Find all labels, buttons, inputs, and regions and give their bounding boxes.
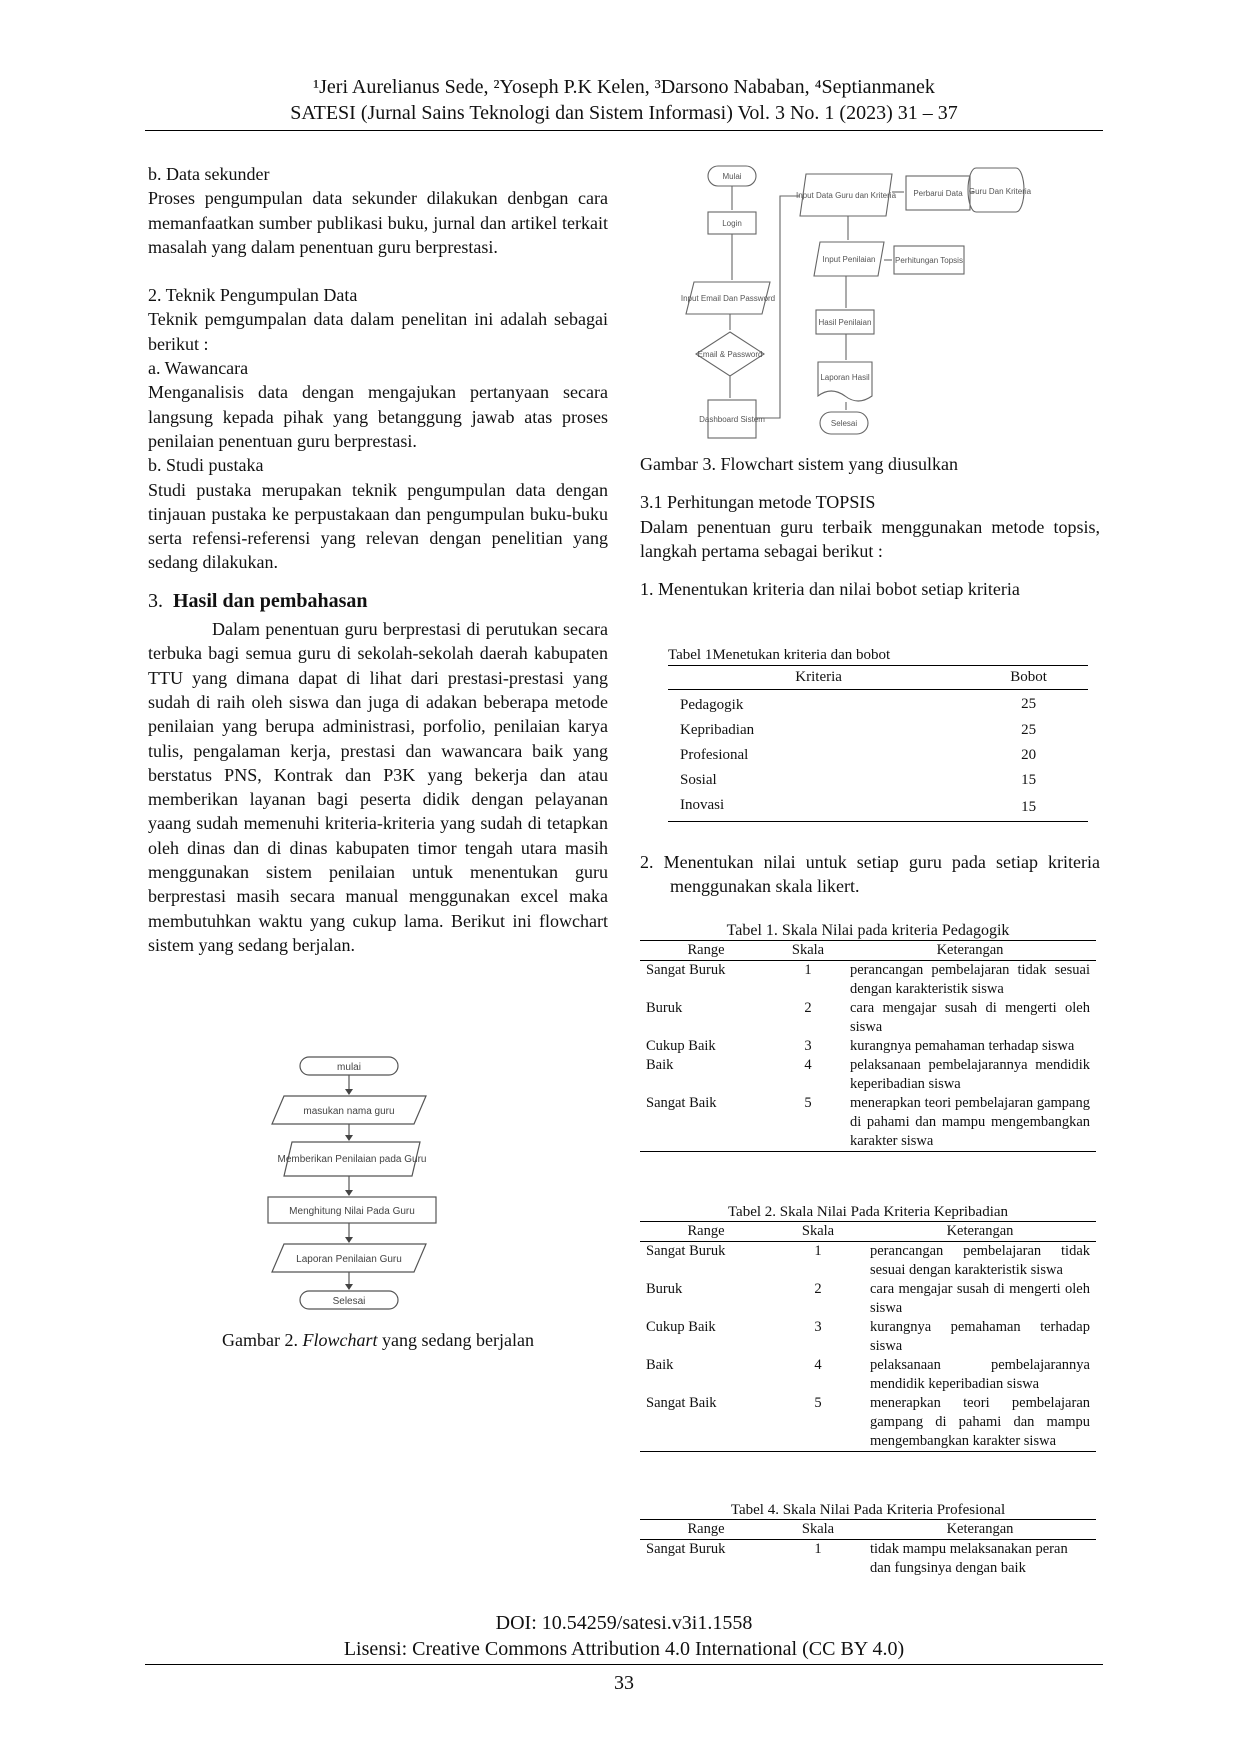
- table-cell: Kepribadian: [680, 722, 755, 738]
- flowchart-diagram: [262, 1054, 486, 1316]
- table-header: Keterangan: [936, 942, 1004, 958]
- flow-label: Mulai: [722, 172, 742, 181]
- table-cell: 3: [814, 1319, 822, 1335]
- table-caption: Tabel 1. Skala Nilai pada kriteria Pedagogik: [726, 922, 1010, 939]
- list-item: 2. Menentukan nilai untuk setiap guru pada setiap kriteria menggunakan skala likert.: [640, 852, 1100, 897]
- table-caption: Tabel 4. Skala Nilai Pada Kriteria Profesional: [730, 1502, 1006, 1518]
- table-header: Range: [687, 1521, 725, 1537]
- table-header: Keterangan: [946, 1223, 1014, 1239]
- table-cell: Inovasi: [680, 797, 725, 813]
- running-header: [145, 74, 1103, 126]
- table-cell: Buruk: [646, 1281, 683, 1297]
- table-cell: pelaksanaan pembelajarannya mendidik keperibadian siswa: [850, 1057, 1090, 1092]
- flow-label: mulai: [337, 1062, 361, 1073]
- table-cell: pelaksanaan pembelajarannya mendidik keperibadian siswa: [870, 1357, 1090, 1392]
- table-cell: 2: [804, 1000, 812, 1016]
- table-cell: 1: [804, 962, 812, 978]
- table-header: Keterangan: [946, 1521, 1014, 1537]
- flow-label: Menghitung Nilai Pada Guru: [289, 1206, 415, 1217]
- table-row: [640, 1094, 1096, 1152]
- table-header: Kriteria: [795, 669, 842, 685]
- table-row: [668, 743, 1088, 768]
- subsection-heading: b. Data sekunder: [148, 164, 270, 184]
- page-number: 33: [614, 1672, 634, 1694]
- table-cell: perancangan pembelajaran tidak sesuai dengan karakteristik siswa: [850, 962, 1090, 997]
- table-row: [640, 1356, 1096, 1394]
- table-row: [640, 1242, 1096, 1281]
- flow-label: Login: [722, 219, 742, 228]
- flow-label: Memberikan Penilaian pada Guru: [277, 1154, 427, 1165]
- doi: DOI: 10.54259/satesi.v3i1.1558: [495, 1612, 753, 1634]
- table-caption: Tabel 1Menetukan kriteria dan bobot: [668, 647, 891, 663]
- flow-label: Email & Password: [697, 350, 763, 359]
- table-cell: Sangat Baik: [646, 1095, 717, 1111]
- flow-label: Guru Dan Kriteria: [968, 187, 1032, 196]
- table-cell: 25: [1021, 695, 1037, 712]
- right-column-step2: [640, 850, 1100, 899]
- figure-3-caption: Gambar 3. Flowchart sistem yang diusulkan: [640, 454, 958, 474]
- table-cell: Sangat Baik: [646, 1395, 717, 1411]
- table-cell: Cukup Baik: [646, 1038, 716, 1054]
- subsection-heading: 2. Teknik Pengumpulan Data: [148, 285, 358, 306]
- table-cell: Sangat Buruk: [646, 962, 726, 978]
- table-row: [640, 1394, 1096, 1452]
- header-rule: [145, 130, 1103, 131]
- table-row: [640, 1540, 1096, 1579]
- table-cell: Sangat Buruk: [646, 1541, 726, 1557]
- paragraph: Dalam penentuan guru terbaik menggunakan metode topsis, langkah pertama sebagai berikut :: [640, 516, 1100, 561]
- table-header: Skala: [801, 1521, 835, 1537]
- flow-label: Input Email Dan Password: [680, 294, 776, 303]
- flow-label: Perhitungan Topsis: [895, 256, 963, 265]
- caption-text: yang sedang berjalan: [377, 1330, 534, 1350]
- table-header: Range: [687, 942, 725, 958]
- table-kepribadian: [640, 1204, 1096, 1452]
- table-row: [640, 999, 1096, 1037]
- table-cell: Pedagogik: [680, 697, 744, 713]
- caption-emphasis: Flowchart: [302, 1330, 378, 1350]
- table-cell: Baik: [646, 1057, 674, 1073]
- table-row: [668, 768, 1088, 793]
- header-authors: ¹Jeri Aurelianus Sede, ²Yoseph P.K Kelen, ³Darsono Nababan, ⁴Septianmanek: [313, 76, 935, 98]
- table-cell: 15: [1021, 798, 1037, 815]
- paragraph: Menganalisis data dengan mengajukan pertanyaan secara langsung kepada pihak yang betanggung jawab atas proses penilaian penentuan guru berprestasi.: [148, 382, 608, 451]
- flow-label: Perbarui Data: [913, 189, 963, 198]
- figure-3: [680, 164, 1060, 444]
- table-cell: menerapkan teori pembelajaran gampang di pahami dan mampu mengembangkan karakter siswa: [870, 1395, 1090, 1449]
- paragraph: Proses pengumpulan data sekunder dilakukan denbgan cara memanfaatkan sumber publikasi buku, jurnal dan artikel terkait masalah yang dalam penentuan guru berprestasi.: [148, 188, 608, 257]
- table-cell: 20: [1021, 747, 1037, 763]
- table-cell: Sangat Buruk: [646, 1243, 726, 1259]
- flow-label: Input Data Guru dan Kriteria: [795, 191, 897, 200]
- table-header: Skala: [801, 1223, 835, 1239]
- table-row: [640, 1280, 1096, 1318]
- figure-2: [262, 1054, 486, 1316]
- right-column: [640, 452, 1100, 601]
- table-row: [668, 793, 1088, 822]
- table-cell: 25: [1021, 722, 1037, 738]
- subsection-heading: 3.1 Perhitungan metode TOPSIS: [640, 492, 876, 513]
- flow-label: Selesai: [332, 1296, 366, 1307]
- left-column: [148, 162, 608, 957]
- table-cell: Baik: [646, 1357, 674, 1373]
- list-item: 1. Menentukan kriteria dan nilai bobot setiap kriteria: [640, 579, 1020, 600]
- flow-label: Selesai: [830, 419, 858, 428]
- table-cell: Buruk: [646, 1000, 683, 1016]
- table-cell: kurangnya pemahaman terhadap siswa: [850, 1038, 1075, 1054]
- table-profesional: [640, 1502, 1096, 1578]
- footer: [145, 1610, 1103, 1662]
- paragraph: Dalam penentuan guru berprestasi di perutukan secara terbuka bagi semua guru di sekolah-sekolah daerah kabupaten TTU yang dimana dapat di lihat dari prestasi-prestasi yang sudah di raih oleh siswa dan juga di adakan beberapa metode penilaian yang berupa administrasi, porfolio, penilaian karya tulis, pengalaman kerja, prestasi dan wawancara baik yang berstatus PNS, Kontrak dan P3K yang bekerja dan atau memberikan layanan bagi peserta didik dengan pelayanan yaang sudah memenuhi kriteria-kriteria yang sudah di tetapkan oleh dinas dan di dinas kabupaten timor tengah utara masih menggunakan sistem penilaian untuk menentukan guru berprestasi masih secara manual menggunakan excel maka membutuhkan waktu yang cukup lama. Berikut ini flowchart sistem yang sedang berjalan.: [148, 619, 608, 955]
- table-cell: 5: [804, 1095, 812, 1111]
- table-cell: perancangan pembelajaran tidak sesuai dengan karakteristik siswa: [870, 1243, 1090, 1278]
- section-heading: [148, 589, 608, 613]
- paragraph: Teknik pemgumpalan data dalam penelitan ini adalah sebagai berikut :: [148, 309, 608, 354]
- table-row: [640, 1037, 1096, 1056]
- paragraph: Studi pustaka merupakan teknik pengumpulan data dengan tinjauan pustaka ke perpustakaan dan pengumpulan buku-buku serta refensi-referensi yang relevan dengan penelitian yang sedang dilakukan.: [148, 479, 608, 573]
- table-header: Bobot: [1010, 669, 1047, 685]
- table-caption: Tabel 2. Skala Nilai Pada Kriteria Kepribadian: [727, 1204, 1009, 1220]
- table-criteria: [668, 646, 1088, 822]
- table-cell: 3: [804, 1038, 812, 1054]
- table-cell: cara mengajar susah di mengerti oleh siswa: [850, 1000, 1090, 1035]
- section-title: Hasil dan pembahasan: [173, 589, 368, 612]
- table-cell: 15: [1021, 772, 1037, 788]
- table-cell: 1: [814, 1541, 822, 1557]
- table-cell: Sosial: [680, 772, 717, 788]
- table-cell: 4: [804, 1057, 812, 1073]
- table-row: [668, 690, 1088, 719]
- flow-label: Laporan Penilaian Guru: [296, 1254, 402, 1265]
- caption-text: Gambar 2.: [222, 1330, 303, 1350]
- table-cell: 4: [814, 1357, 822, 1373]
- table-pedagogik: [640, 922, 1096, 1152]
- section-number: 3.: [148, 589, 163, 612]
- flow-label: Laporan Hasil: [820, 373, 870, 382]
- table-row: [640, 1056, 1096, 1094]
- figure-2-caption: [148, 1330, 608, 1351]
- table-cell: cara mengajar susah di mengerti oleh siswa: [870, 1281, 1090, 1316]
- flowchart-diagram: [680, 164, 1060, 444]
- table-cell: Cukup Baik: [646, 1319, 716, 1335]
- table-cell: tidak mampu melaksanakan peran dan fungsinya dengan baik: [870, 1541, 1068, 1576]
- table-cell: kurangnya pemahaman terhadap siswa: [870, 1319, 1090, 1354]
- table-row: [640, 961, 1096, 1000]
- table-cell: 1: [814, 1243, 822, 1259]
- table-cell: 2: [814, 1281, 822, 1297]
- flow-label: Dashboard Sistem: [699, 415, 765, 424]
- table-row: [668, 718, 1088, 743]
- table-cell: 5: [814, 1395, 822, 1411]
- table-cell: Profesional: [680, 747, 749, 763]
- flow-label: Hasil Penilaian: [818, 318, 872, 327]
- table-row: [640, 1318, 1096, 1356]
- table-header: Skala: [791, 942, 825, 958]
- subsection-heading: a. Wawancara: [148, 358, 249, 379]
- subsection-heading: b. Studi pustaka: [148, 455, 264, 476]
- license: Lisensi: Creative Commons Attribution 4.0 International (CC BY 4.0): [343, 1638, 905, 1660]
- table-cell: menerapkan teori pembelajaran gampang di pahami dan mampu mengembangkan karakter siswa: [850, 1095, 1090, 1149]
- header-journal: SATESI (Jurnal Sains Teknologi dan Sistem Informasi) Vol. 3 No. 1 (2023) 31 – 37: [290, 102, 958, 124]
- footer-rule: [145, 1664, 1103, 1665]
- flow-label: Input Penilaian: [822, 255, 876, 264]
- table-header: Range: [687, 1223, 725, 1239]
- flow-label: masukan nama guru: [303, 1106, 395, 1117]
